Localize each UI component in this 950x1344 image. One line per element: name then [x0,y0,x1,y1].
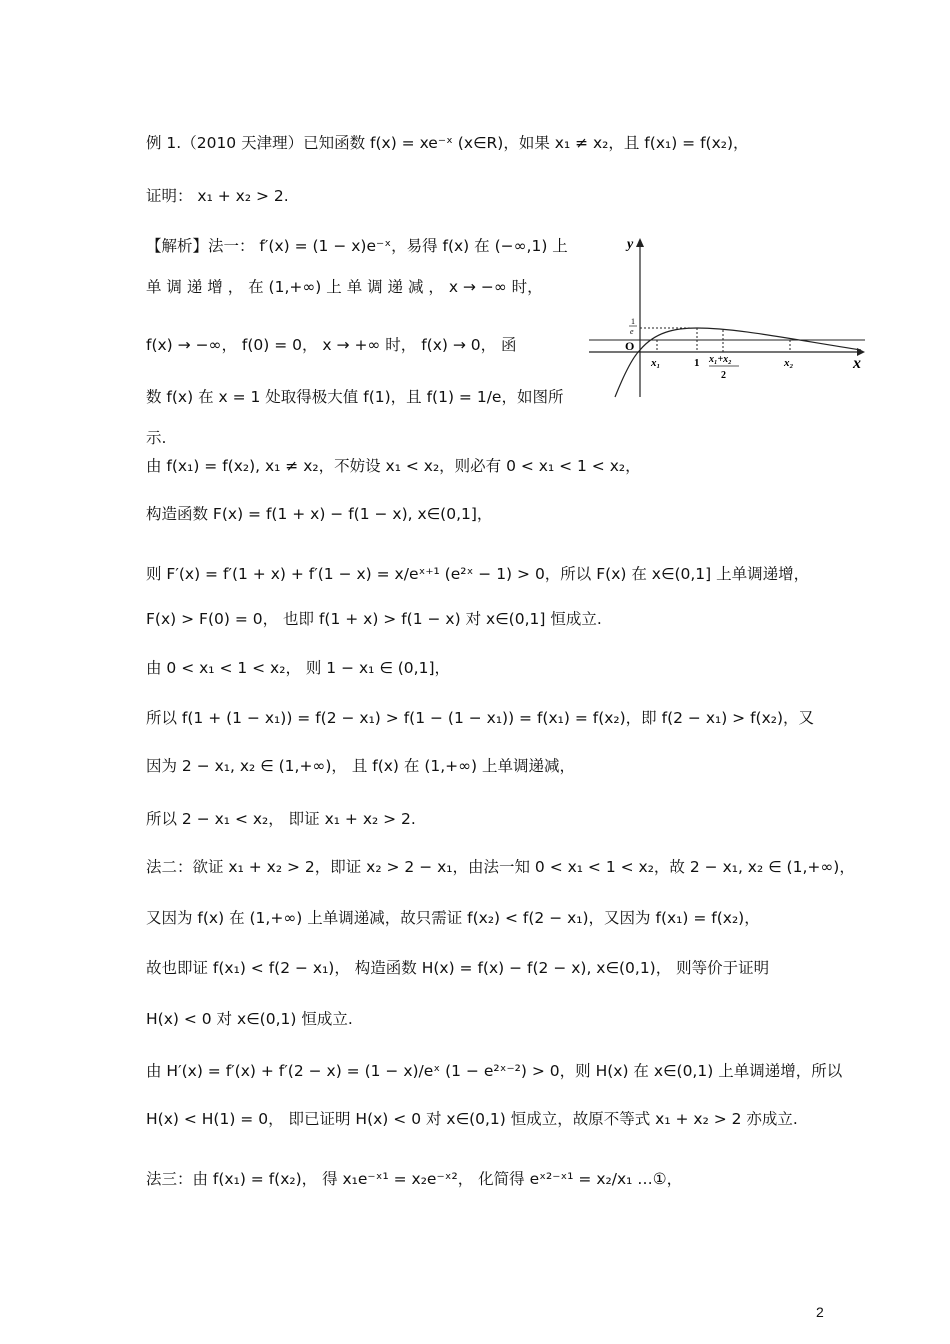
text-line: 构造函数 F(x) = f(1 + x) − f(1 − x), x∈(0,1]， [146,505,493,523]
y-axis-label: y [627,237,634,252]
text-line: 所以 f(1 + (1 − x₁)) = f(2 − x₁) > f(1 − (1 − x₁)) = f(x₁) = f(x₂)，即 f(2 − x₁) > f(x₂)，又 [146,709,815,727]
text-line: 由 f(x₁) = f(x₂), x₁ ≠ x₂，不妨设 x₁ < x₂，则必有 0 < x₁ < 1 < x₂， [146,457,641,475]
origin-label: O [625,339,635,353]
text-line: 又因为 f(x) 在 (1,+∞) 上单调递减，故只需证 f(x₂) < f(2 − x₁)，又因为 f(x₁) = f(x₂)， [146,909,760,927]
text-line: 证明： x₁ + x₂ > 2. [146,187,289,205]
text-line: F(x) > F(0) = 0， 也即 f(1 + x) > f(1 − x) 对 x∈(0,1] 恒成立. [146,610,602,628]
text-line: 由 H′(x) = f′(x) + f′(2 − x) = (1 − x)/eˣ (1 − e²ˣ⁻²) > 0，则 H(x) 在 x∈(0,1) 上单调递增，所以 [146,1062,843,1080]
text-line: 所以 2 − x₁ < x₂， 即证 x₁ + x₂ > 2. [146,810,416,828]
page-number: 2 [816,1304,824,1320]
y-axis-arrow-icon [636,238,644,247]
text-line: f(x) → −∞， f(0) = 0， x → +∞ 时， f(x) → 0， 函 [146,336,517,354]
text-line: 例 1.（2010 天津理）已知函数 f(x) = xe⁻ˣ (x∈R)，如果 x₁ ≠ x₂，且 f(x₁) = f(x₂)， [146,134,749,152]
function-graph [585,232,870,402]
text-line: 法二：欲证 x₁ + x₂ > 2，即证 x₂ > 2 − x₁，由法一知 0 < x₁ < 1 < x₂，故 2 − x₁, x₂ ∈ (1,+∞)， [146,858,855,876]
text-line: 则 F′(x) = f′(1 + x) + f′(1 − x) = x/eˣ⁺¹ (e²ˣ − 1) > 0，所以 F(x) 在 x∈(0,1] 上单调递增， [146,565,810,583]
text-line: 因为 2 − x₁, x₂ ∈ (1,+∞)， 且 f(x) 在 (1,+∞) 上单调递减， [146,757,576,775]
text-line: 故也即证 f(x₁) < f(2 − x₁)， 构造函数 H(x) = f(x) − f(2 − x), x∈(0,1)， 则等价于证明 [146,959,770,977]
text-line: 由 0 < x₁ < 1 < x₂， 则 1 − x₁ ∈ (0,1]， [146,659,450,677]
x1-label: x₁ [651,357,661,369]
text-line: 【解析】法一： f′(x) = (1 − x)e⁻ˣ，易得 f(x) 在 (−∞,1) 上 [146,237,568,255]
text-line: 法三：由 f(x₁) = f(x₂)， 得 x₁e⁻ˣ¹ = x₂e⁻ˣ²， 化简得 eˣ²⁻ˣ¹ = x₂/x₁ …①， [146,1170,683,1188]
mid-denominator: 2 [721,370,726,381]
text-line: 单 调 递 增 ， 在 (1,+∞) 上 单 调 递 减 ， x → −∞ 时， [146,278,543,296]
x2-label: x₂ [784,357,794,369]
text-line: 数 f(x) 在 x = 1 处取得极大值 f(1)，且 f(1) = 1/e，如图所 [146,388,564,406]
text-line: 示. [146,429,167,447]
mid-numerator: x₁+x₂ [709,354,732,365]
y-tick-numerator: 1 [631,317,635,326]
x-axis-label: x [853,355,861,372]
text-line: H(x) < H(1) = 0， 即已证明 H(x) < 0 对 x∈(0,1) 恒成立，故原不等式 x₁ + x₂ > 2 亦成立. [146,1110,798,1128]
one-label: 1 [694,357,700,369]
text-line: H(x) < 0 对 x∈(0,1) 恒成立. [146,1010,353,1028]
y-tick-denominator: e [630,327,634,336]
